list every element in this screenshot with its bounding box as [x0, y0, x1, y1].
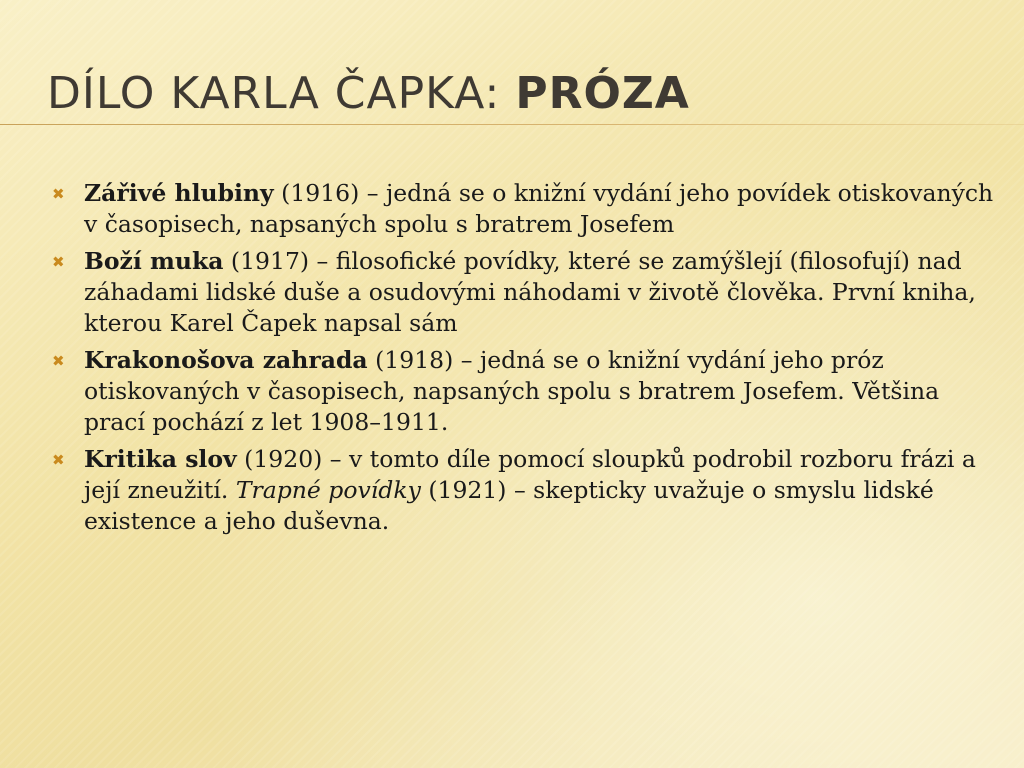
cross-bullet-icon: ✖ [52, 253, 65, 271]
slide-title-area [47, 68, 1007, 119]
work-title: Krakonošova zahrada [84, 346, 368, 374]
cross-bullet-icon: ✖ [52, 352, 65, 370]
work-description: (1921) – skepticky uvažuje o smyslu lidské existence a jeho duševna. [84, 476, 934, 535]
cross-bullet-icon: ✖ [52, 185, 65, 203]
list-item [50, 178, 1000, 240]
work-description: (1920) – v tomto díle pomocí sloupků podrobil rozboru frázi a její zneužití. [84, 445, 976, 504]
list-item [50, 246, 1000, 339]
work-title-italic: Trapné povídky [235, 476, 421, 504]
work-title: Kritika slov [84, 445, 237, 473]
title-underline [0, 124, 1024, 125]
list-item [50, 444, 1000, 537]
cross-bullet-icon: ✖ [52, 451, 65, 469]
work-description: (1918) – jedná se o knižní vydání jeho próz otiskovaných v časopisech, napsaných spolu s bratrem Josefem. Většina prací pochází z let 1908–1911. [84, 346, 940, 436]
work-description: (1917) – filosofické povídky, které se zamýšlejí (filosofují) nad záhadami lidské duše a osudovými náhodami v životě člověka. První kniha, kterou Karel Čapek napsal sám [84, 247, 976, 337]
slide-content [50, 178, 1000, 543]
list-item [50, 345, 1000, 438]
bullet-list [50, 178, 1000, 537]
title-bold: PRÓZA [515, 68, 690, 119]
title-prefix: DÍLO KARLA ČAPKA: [47, 68, 516, 119]
slide-title [47, 68, 1007, 119]
work-description: (1916) – jedná se o knižní vydání jeho povídek otiskovaných v časopisech, napsaných spolu s bratrem Josefem [84, 179, 994, 238]
work-title: Zářivé hlubiny [84, 179, 274, 207]
work-title: Boží muka [84, 247, 224, 275]
